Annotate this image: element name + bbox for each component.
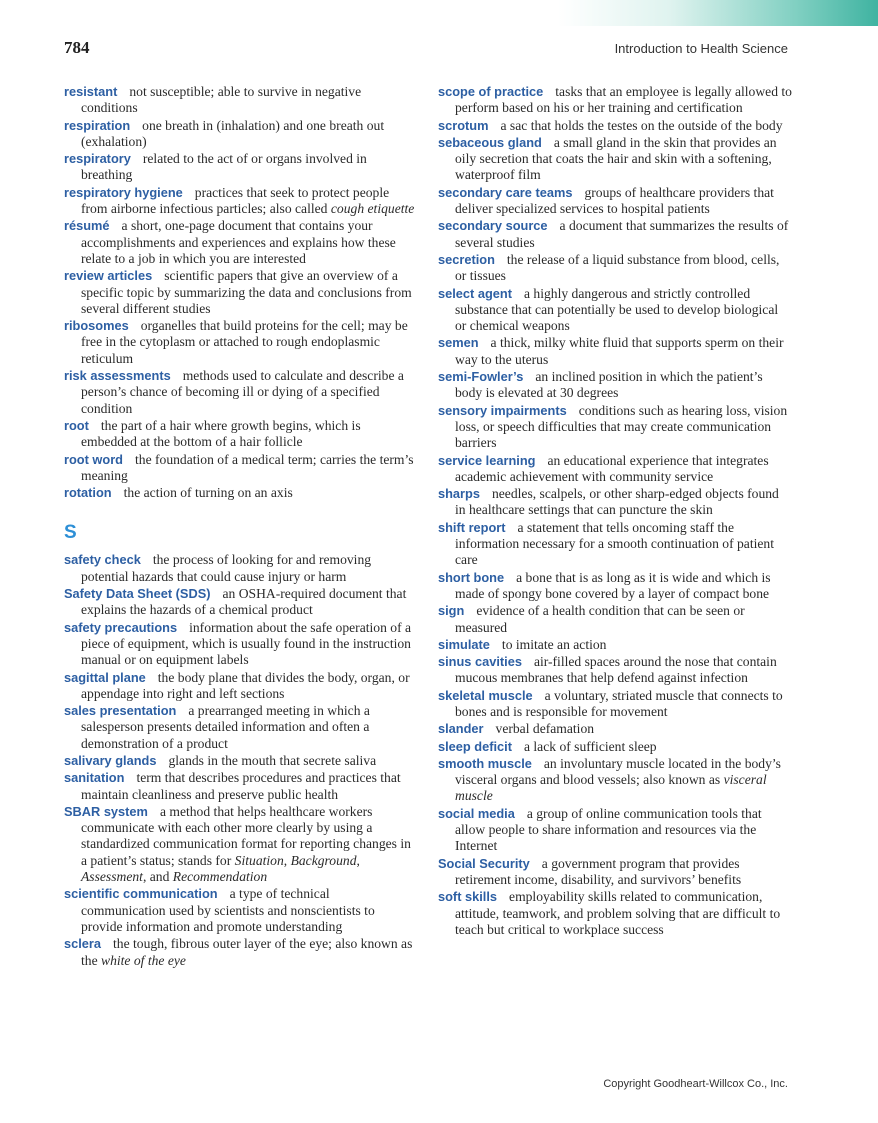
glossary-term: secondary care teams (438, 184, 573, 200)
glossary-entry (438, 889, 792, 938)
entry-list-s-left (64, 552, 416, 968)
section-letter-s: S (64, 522, 77, 544)
glossary-term: short bone (438, 569, 505, 585)
glossary-definition (455, 889, 780, 937)
glossary-term: respiratory hygiene (64, 184, 183, 200)
definition-text: a short, one-page document that contains your accomplishments and experiences and explains how these relate to a job in which you are interested (81, 218, 396, 266)
glossary-term: risk assessments (64, 368, 171, 384)
definition-italic-text: white of the eye (101, 952, 186, 968)
glossary-entry (64, 886, 416, 935)
glossary-right-column (438, 84, 792, 939)
definition-text: a sac that holds the testes on the outside of the body (500, 117, 783, 133)
glossary-definition (496, 721, 595, 736)
glossary-term: rotation (64, 485, 112, 501)
glossary-entry (438, 637, 792, 653)
definition-text: verbal defamation (495, 721, 595, 737)
glossary-definition (455, 486, 779, 517)
glossary-entry (438, 520, 792, 569)
glossary-definition (524, 739, 657, 754)
glossary-entry (438, 486, 792, 519)
glossary-definition (81, 936, 412, 967)
glossary-term: salivary glands (64, 752, 157, 768)
glossary-term: skeletal muscle (438, 687, 533, 703)
definition-text: the body plane that divides the body, organ, or appendage into right and left sections (81, 669, 410, 701)
definition-text: a prearranged meeting in which a salesperson presents detailed information and often a demonstration of a product (81, 703, 370, 751)
glossary-term: resistant (64, 84, 118, 99)
glossary-entry (64, 620, 416, 669)
definition-text: a small gland in the skin that provides an oily secretion that coats the hair and skin with a softening, waterproof film (455, 134, 777, 183)
glossary-entry (438, 135, 792, 184)
glossary-entry (438, 688, 792, 721)
definition-text: to imitate an action (501, 636, 607, 652)
definition-text: , (283, 852, 291, 868)
glossary-entry (438, 286, 792, 335)
definition-text: not susceptible; able to survive in negative conditions (81, 84, 362, 116)
glossary-entry (438, 218, 792, 251)
glossary-definition (501, 118, 783, 133)
glossary-entry (64, 318, 416, 367)
glossary-entry (64, 218, 416, 267)
definition-text: the part of a hair where growth begins, which is embedded at the bottom of a hair follicle (81, 417, 361, 450)
definition-text: a lack of sufficient sleep (523, 738, 657, 754)
definition-italic-text: visceral muscle (455, 772, 767, 804)
glossary-term: sales presentation (64, 703, 177, 719)
definition-text: a statement that tells oncoming staff the information necessary for a smooth continuation of patient care (455, 519, 774, 568)
glossary-entry (64, 452, 416, 485)
glossary-term: slander (438, 721, 484, 737)
glossary-entry (64, 485, 416, 501)
definition-text: a thick, milky white fluid that supports sperm on their way to the uterus (455, 335, 784, 367)
definition-text: tasks that an employee is legally allowed to perform based on his or her training and certification (455, 84, 792, 116)
glossary-term: scrotum (438, 117, 489, 133)
definition-text: practices that seek to protect people from airborne infectious particles; also called (81, 184, 390, 217)
glossary-term: résumé (64, 218, 110, 234)
glossary-entry (64, 418, 416, 451)
glossary-entry (438, 369, 792, 402)
glossary-entry (438, 403, 792, 452)
page-number: 784 (64, 38, 90, 57)
definition-italic-text: Recommendation (172, 869, 268, 885)
definition-text: glands in the mouth that secrete saliva (168, 752, 377, 768)
definition-text: organelles that build proteins for the cell; may be free in the cytoplasm or attached to rough endoplasmic reticulum (81, 318, 408, 366)
definition-text: an OSHA-required document that explains the hazards of a chemical product (81, 586, 407, 618)
glossary-entry (438, 806, 792, 855)
glossary-entry (438, 84, 792, 117)
glossary-entry (438, 654, 792, 687)
glossary-definition (81, 218, 396, 266)
definition-text: a voluntary, striated muscle that connects to bones and is responsible for movement (455, 687, 783, 719)
definition-text: related to the act of or organs involved in breathing (81, 151, 367, 183)
definition-text: the action of turning on an axis (123, 485, 293, 501)
running-head: Introduction to Health Science (614, 41, 788, 56)
glossary-term: respiratory (64, 151, 131, 167)
glossary-term: sinus cavities (438, 654, 522, 670)
definition-text: scientific papers that give an overview of a specific topic by summarizing the data and conclusions from several different studies (81, 268, 412, 316)
definition-text: a highly dangerous and strictly controlled substance that can potentially be used to develop biological or chemical weapons (455, 285, 779, 334)
definition-text: groups of healthcare providers that deliver specialized services to hospital patients (455, 184, 774, 217)
definition-italic-text: Situation (234, 852, 284, 868)
glossary-term: sclera (64, 936, 102, 952)
glossary-term: safety precautions (64, 619, 178, 635)
glossary-term: sanitation (64, 770, 125, 786)
glossary-entry (64, 368, 416, 417)
glossary-term: root word (64, 451, 123, 467)
glossary-entry (64, 703, 416, 752)
definition-text: needles, scalpels, or other sharp-edged objects found in healthcare settings that can puncture the skin (455, 486, 779, 518)
definition-text: term that describes procedures and practices that maintain cleanliness and preserve public health (81, 770, 401, 802)
glossary-entry (64, 936, 416, 969)
definition-text: conditions such as hearing loss, vision loss, or speech difficulties that may create communication barriers (455, 402, 788, 451)
glossary-definition (81, 418, 361, 449)
glossary-entry (64, 118, 416, 151)
glossary-entry (64, 84, 416, 117)
glossary-term: smooth muscle (438, 755, 532, 771)
definition-italic-text: Background (290, 852, 357, 868)
glossary-entry (64, 770, 416, 803)
glossary-term: secretion (438, 251, 495, 267)
glossary-definition (455, 252, 779, 283)
glossary-term: secondary source (438, 218, 548, 234)
glossary-term: safety check (64, 552, 141, 568)
glossary-entry (64, 804, 416, 885)
glossary-term: semi-Fowler’s (438, 369, 524, 385)
glossary-term: ribosomes (64, 318, 129, 334)
glossary-definition (455, 603, 745, 634)
copyright-notice: Copyright Goodheart-Willcox Co., Inc. (603, 1078, 788, 1090)
glossary-entry (64, 552, 416, 585)
glossary-term: shift report (438, 519, 506, 535)
definition-text: a bone that is as long as it is wide and which is made of spongy bone covered by a layer of compact bone (455, 569, 771, 601)
glossary-term: sensory impairments (438, 402, 567, 418)
glossary-entry (438, 603, 792, 636)
glossary-term: Social Security (438, 855, 530, 871)
glossary-entry (438, 856, 792, 889)
glossary-term: select agent (438, 285, 512, 301)
glossary-definition (168, 753, 376, 768)
glossary-definition (502, 637, 607, 652)
glossary-term: social media (438, 805, 515, 821)
glossary-term: sebaceous gland (438, 134, 542, 150)
definition-text: a document that summarizes the results of several studies (455, 218, 789, 250)
glossary-entry (438, 453, 792, 486)
definition-text: a group of online communication tools that allow people to share information and resources via the Internet (455, 805, 762, 854)
definition-text: a method that helps healthcare workers communicate with each other more clearly by using a standardized communication format for reporting changes in a patient’s status; stands for (81, 803, 411, 868)
definition-italic-text: cough etiquette (330, 201, 415, 217)
glossary-term: scientific communication (64, 886, 218, 902)
glossary-term: SBAR system (64, 803, 148, 819)
glossary-term: sleep deficit (438, 738, 512, 754)
definition-text: a government program that provides retirement income, disability, and survivors’ benefits (455, 855, 742, 887)
definition-text: an involuntary muscle located in the body’s visceral organs and blood vessels; also known as (455, 755, 781, 788)
glossary-entry (438, 721, 792, 737)
glossary-entry (64, 670, 416, 703)
definition-text: , (356, 852, 360, 868)
glossary-definition (81, 452, 414, 483)
definition-text: employability skills related to communication, attitude, teamwork, and problem solving that are difficult to teach but critical to workplace success (455, 889, 781, 937)
definition-text: methods used to calculate and describe a person’s chance of becoming ill or dying of a specified condition (81, 368, 404, 416)
glossary-term: semen (438, 335, 479, 351)
glossary-entry (438, 739, 792, 755)
glossary-definition (455, 335, 784, 366)
header-accent-bar (558, 0, 878, 26)
definition-text: one breath in (inhalation) and one breath out (exhalation) (81, 117, 385, 149)
glossary-definition (81, 318, 408, 366)
glossary-definition (81, 84, 361, 115)
glossary-term: sharps (438, 486, 480, 502)
glossary-entry (64, 753, 416, 769)
glossary-entry (438, 756, 792, 805)
glossary-entry (64, 185, 416, 218)
glossary-term: respiration (64, 117, 131, 133)
definition-text: an educational experience that integrates academic achievement with community service (455, 452, 769, 484)
entry-list-s-right (438, 84, 792, 938)
glossary-entry (438, 570, 792, 603)
glossary-entry (64, 586, 416, 619)
glossary-entry (64, 151, 416, 184)
glossary-entry (438, 185, 792, 218)
glossary-term: soft skills (438, 889, 498, 905)
definition-text: an inclined position in which the patient’s body is elevated at 30 degrees (455, 369, 763, 401)
glossary-term: sign (438, 603, 465, 619)
entry-list-r (64, 84, 416, 501)
glossary-term: simulate (438, 636, 490, 652)
definition-text: air-filled spaces around the nose that contain mucous membranes that help defend against infection (455, 654, 777, 686)
glossary-definition (124, 485, 293, 500)
glossary-entry (438, 252, 792, 285)
glossary-entry (64, 268, 416, 317)
definition-text: the release of a liquid substance from blood, cells, or tissues (455, 251, 780, 284)
definition-text: evidence of a health condition that can be seen or measured (455, 603, 745, 635)
glossary-term: Safety Data Sheet (SDS) (64, 586, 211, 602)
glossary-term: review articles (64, 268, 153, 284)
definition-text: information about the safe operation of a piece of equipment, which is usually found in the instruction manual or on equipment labels (81, 619, 412, 668)
glossary-term: sagittal plane (64, 669, 146, 685)
glossary-left-column (64, 84, 416, 970)
definition-text: , and (142, 869, 173, 885)
definition-text: a type of technical communication used by scientists and nonscientists to provide information and promote understanding (81, 886, 375, 934)
glossary-term: scope of practice (438, 84, 544, 99)
definition-text: the foundation of a medical term; carries the term’s meaning (81, 451, 414, 483)
definition-text: the process of looking for and removing potential hazards that could cause injury or harm (81, 552, 372, 584)
glossary-entry (438, 335, 792, 368)
glossary-entry (438, 118, 792, 134)
glossary-definition (81, 770, 401, 801)
glossary-term: service learning (438, 452, 536, 468)
definition-italic-text: Assessment (81, 869, 143, 885)
glossary-term: root (64, 417, 89, 433)
definition-text: the tough, fibrous outer layer of the eye; also known as the (81, 936, 413, 968)
